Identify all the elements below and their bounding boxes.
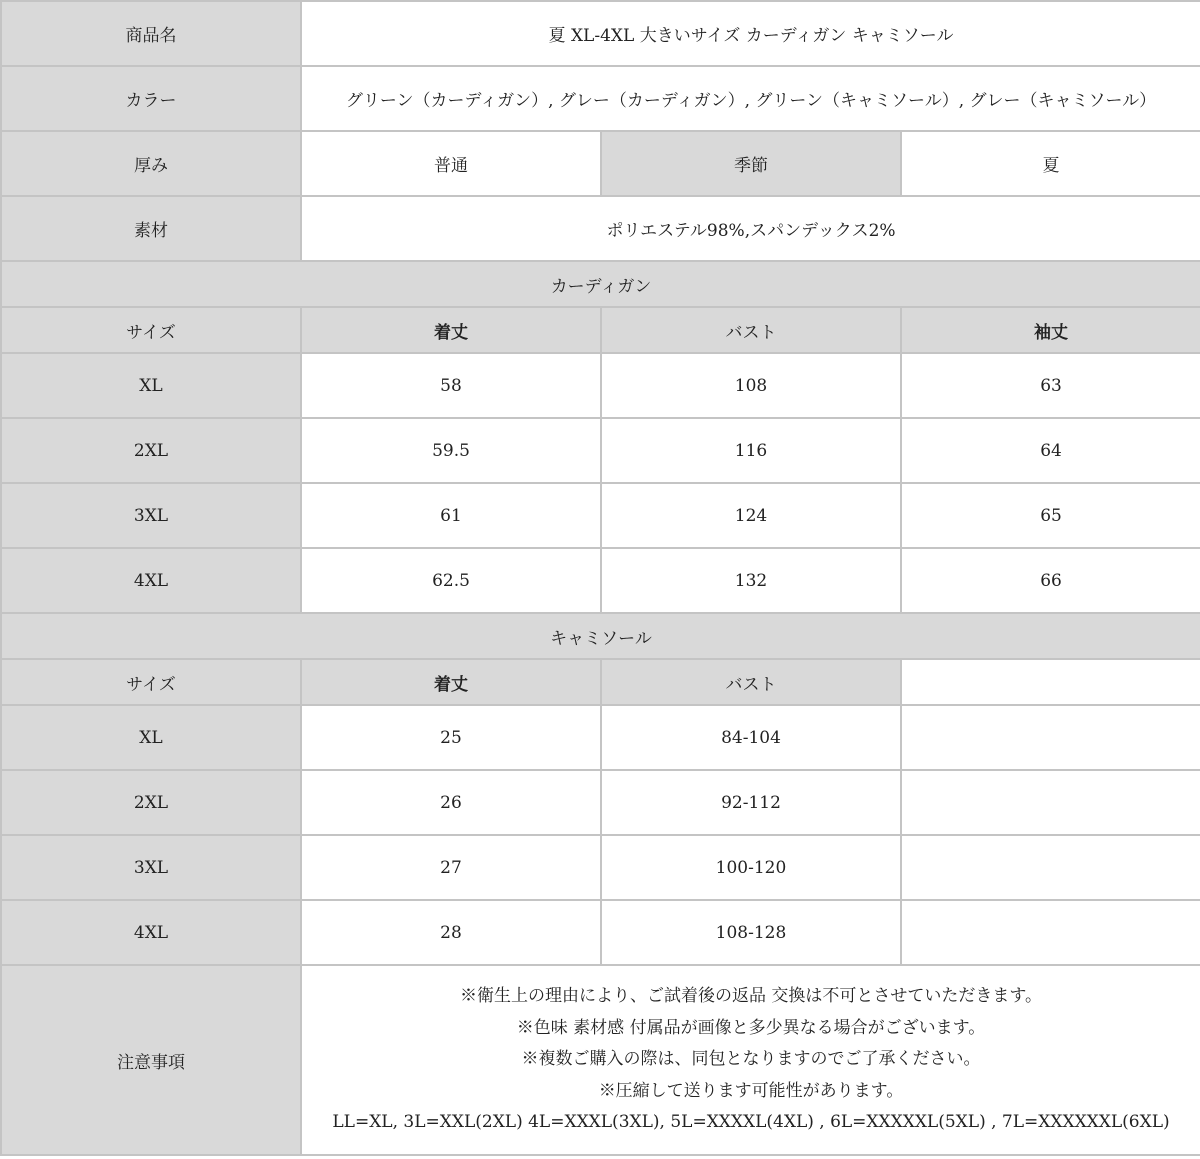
notes-line: ※圧縮して送ります可能性があります。: [598, 1080, 904, 1101]
notes-line: LL=XL, 3L=XXL(2XL) 4L=XXXL(3XL), 5L=XXXXL(4XL) , 6L=XXXXXL(5XL) , 7L=XXXXXXL(6XL): [332, 1112, 1170, 1133]
size-cell: 3XL: [1, 835, 301, 900]
table-row: [1, 548, 1200, 613]
bust-cell: 84-104: [601, 705, 901, 770]
camisole-header-bust: バスト: [601, 659, 901, 705]
empty-cell: [901, 900, 1200, 965]
size-cell: 2XL: [1, 770, 301, 835]
notes-content: [301, 965, 1200, 1155]
length-cell: 25: [301, 705, 601, 770]
bust-cell: 116: [601, 418, 901, 483]
table-row: [1, 418, 1200, 483]
material-value: ポリエステル98%,スパンデックス2%: [301, 196, 1200, 261]
length-cell: 58: [301, 353, 601, 418]
table-row: [1, 705, 1200, 770]
product-name-value: 夏 XL-4XL 大きいサイズ カーディガン キャミソール: [301, 1, 1200, 66]
sleeve-cell: 66: [901, 548, 1200, 613]
sleeve-cell: 64: [901, 418, 1200, 483]
cardigan-header-sleeve: 袖丈: [901, 307, 1200, 353]
season-value: 夏: [901, 131, 1200, 196]
sleeve-cell: 63: [901, 353, 1200, 418]
color-label: カラー: [1, 66, 301, 131]
size-cell: 3XL: [1, 483, 301, 548]
length-cell: 61: [301, 483, 601, 548]
cardigan-title-row: [1, 261, 1200, 307]
empty-cell: [901, 705, 1200, 770]
thickness-season-row: [1, 131, 1200, 196]
table-row: [1, 835, 1200, 900]
camisole-header-size: サイズ: [1, 659, 301, 705]
material-label: 素材: [1, 196, 301, 261]
bust-cell: 108: [601, 353, 901, 418]
bust-cell: 100-120: [601, 835, 901, 900]
season-label: 季節: [601, 131, 901, 196]
cardigan-header-length: 着丈: [301, 307, 601, 353]
material-row: [1, 196, 1200, 261]
thickness-label: 厚み: [1, 131, 301, 196]
cardigan-section-title: カーディガン: [1, 261, 1200, 307]
table-row: [1, 900, 1200, 965]
notes-line: ※複数ご購入の際は、同包となりますのでご了承ください。: [521, 1049, 981, 1070]
size-cell: 4XL: [1, 548, 301, 613]
bust-cell: 108-128: [601, 900, 901, 965]
size-cell: 2XL: [1, 418, 301, 483]
camisole-title-row: [1, 613, 1200, 659]
product-name-row: [1, 1, 1200, 66]
empty-cell: [901, 770, 1200, 835]
notes-label: 注意事項: [1, 965, 301, 1155]
bust-cell: 92-112: [601, 770, 901, 835]
size-cell: 4XL: [1, 900, 301, 965]
thickness-value: 普通: [301, 131, 601, 196]
length-cell: 62.5: [301, 548, 601, 613]
table-row: [1, 353, 1200, 418]
notes-row: [1, 965, 1200, 1155]
camisole-header-length: 着丈: [301, 659, 601, 705]
color-row: [1, 66, 1200, 131]
notes-line: ※色味 素材感 付属品が画像と多少異なる場合がございます。: [516, 1017, 986, 1038]
color-value: グリーン（カーディガン）, グレー（カーディガン）, グリーン（キャミソール）, グレー（キャミソール）: [301, 66, 1200, 131]
camisole-section-title: キャミソール: [1, 613, 1200, 659]
camisole-header-row: [1, 659, 1200, 705]
length-cell: 28: [301, 900, 601, 965]
cardigan-header-size: サイズ: [1, 307, 301, 353]
size-cell: XL: [1, 353, 301, 418]
product-name-label: 商品名: [1, 1, 301, 66]
cardigan-header-row: [1, 307, 1200, 353]
length-cell: 26: [301, 770, 601, 835]
sleeve-cell: 65: [901, 483, 1200, 548]
camisole-header-empty: [901, 659, 1200, 705]
table-row: [1, 483, 1200, 548]
notes-line: ※衛生上の理由により、ご試着後の返品 交換は不可とさせていただきます。: [459, 986, 1043, 1007]
size-cell: XL: [1, 705, 301, 770]
table-row: [1, 770, 1200, 835]
length-cell: 27: [301, 835, 601, 900]
length-cell: 59.5: [301, 418, 601, 483]
empty-cell: [901, 835, 1200, 900]
bust-cell: 132: [601, 548, 901, 613]
cardigan-header-bust: バスト: [601, 307, 901, 353]
bust-cell: 124: [601, 483, 901, 548]
